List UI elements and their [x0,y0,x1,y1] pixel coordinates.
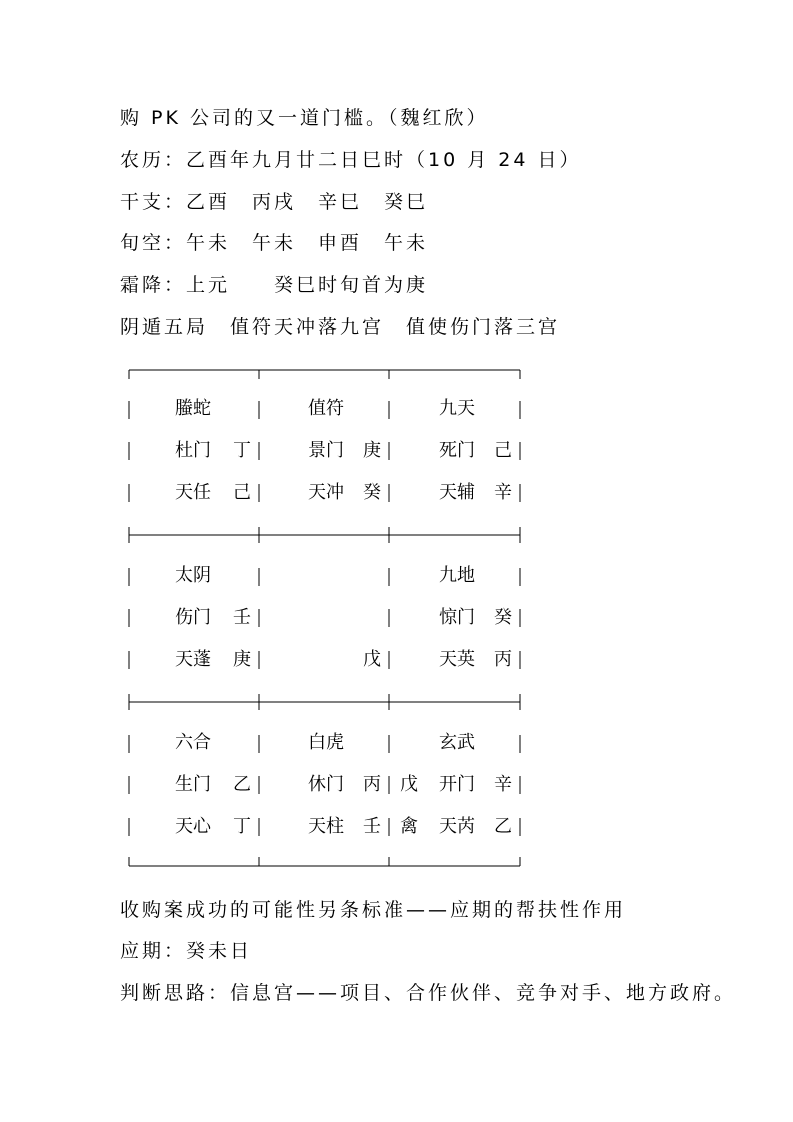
cell-star-stem: 癸 [363,482,381,503]
cell-star-stem: 丙 [494,649,512,670]
cell-god: 九天 [439,398,475,419]
cell-star: 天心 [175,816,211,837]
cell-door-stem: 丙 [363,774,381,795]
cell-door: 惊门 [439,607,475,628]
cell-star: 天芮 [439,816,475,837]
cell-door: 死门 [439,440,475,461]
cell-god: 值符 [308,398,344,419]
text-line: 判断思路：信息宫——项目、合作伙伴、竞争对手、地方政府。 [120,982,737,1004]
cell-star: 天辅 [439,482,475,503]
text-line: 霜降：上元 癸巳时旬首为庚 [120,274,429,296]
qimen-grid [128,369,522,869]
cell-god: 六合 [175,732,211,753]
text-line: 应期：癸未日 [120,940,253,962]
cell-door: 伤门 [175,607,211,628]
cell-star: 天蓬 [175,649,211,670]
text-line: 旬空：午未 午未 申酉 午未 [120,232,429,254]
cell-star-stem: 戊 [363,649,381,670]
cell-door-stem: 己 [494,440,512,461]
text-line: 阴遁五局 值符天冲落九宫 值使伤门落三宫 [120,316,561,338]
cell-star-stem: 庚 [233,649,251,670]
cell-door: 杜门 [175,440,211,461]
cell-star-stem: 壬 [363,816,381,837]
cell-god: 螣蛇 [175,398,211,419]
cell-god: 太阴 [175,565,211,586]
cell-door: 生门 [175,774,211,795]
cell-star: 天冲 [308,482,344,503]
cell-door: 休门 [308,774,344,795]
text-line: 农历：乙酉年九月廿二日巳时（10 月 24 日） [120,149,582,171]
cell-star-stem: 丁 [233,816,251,837]
text-line: 收购案成功的可能性另条标准——应期的帮扶性作用 [120,899,627,921]
cell-star: 天英 [439,649,475,670]
cell-door-stem: 丁 [233,440,251,461]
cell-door: 开门 [439,774,475,795]
text-line: 购 PK 公司的又一道门槛。（魏红欣） [120,107,489,129]
cell-door-stem: 癸 [494,607,512,628]
cell-god: 玄武 [439,732,475,753]
cell-extra: 戊 [400,774,418,795]
cell-door-stem: 壬 [233,607,251,628]
cell-god: 白虎 [308,732,344,753]
cell-door: 景门 [308,440,344,461]
cell-star-stem: 己 [233,482,251,503]
cell-door-stem: 乙 [233,774,251,795]
cell-star: 天任 [175,482,211,503]
text-line: 干支：乙酉 丙戌 辛巳 癸巳 [120,191,429,213]
cell-door-stem: 辛 [494,774,512,795]
cell-star-stem: 辛 [494,482,512,503]
cell-star: 天柱 [308,816,344,837]
cell-god: 九地 [439,565,475,586]
cell-extra: 禽 [400,816,418,837]
cell-door-stem: 庚 [363,440,381,461]
cell-star-stem: 乙 [494,816,512,837]
